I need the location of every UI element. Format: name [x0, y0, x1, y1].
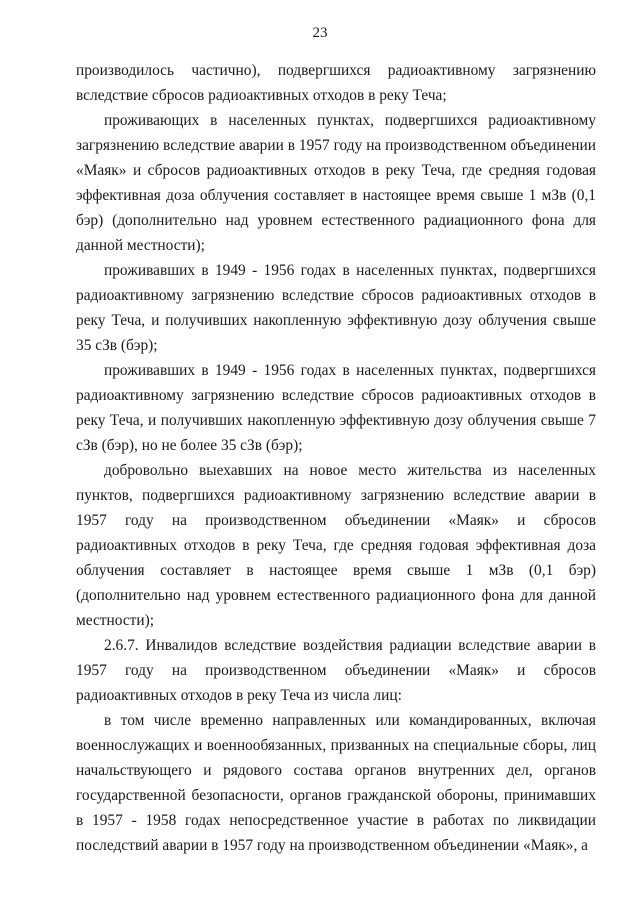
- paragraph-voluntarily-relocated: добровольно выехавших на новое место жительства из населенных пунктов, подвергшихся радиоактивному загрязнению вследствие аварии в 1957 году на производственном объединении «Маяк» и сбросов радиоактивных отходов в реку Теча, где средняя годовая эффективная доза облучения составляет в настоящее время свыше 1 мЗв (0,1 бэр) (дополнительно над уровнем естественного радиационного фона для данной местности);: [76, 462, 596, 629]
- paragraph-including-personnel: в том числе временно направленных или командированных, включая военнослужащих и военнообязанных, призванных на специальные сборы, лиц начальствующего и рядового состава органов внутренних дел, органов государственной безопасности, органов гражданской обороны, принимавших в 1957 - 1958 годах непосредственное участие в работах по ликвидации последствий аварии в 1957 году на производственном объединении «Маяк», а: [76, 712, 596, 854]
- paragraph-section-2-6-7: 2.6.7. Инвалидов вследствие воздействия радиации вследствие аварии в 1957 году на производственном объединении «Маяк» и сбросов радиоактивных отходов в реку Теча из числа лиц:: [76, 637, 596, 704]
- paragraph-residents-7-svz: проживавших в 1949 - 1956 годах в населенных пунктах, подвергшихся радиоактивному загрязнению вследствие сбросов радиоактивных отходов в реку Теча, и получивших накопленную эффективную дозу облучения свыше 7 сЗв (бэр), но не более 35 сЗв (бэр);: [76, 362, 596, 454]
- paragraph-residents-mayak: проживающих в населенных пунктах, подвергшихся радиоактивному загрязнению вследствие аварии в 1957 году на производственном объединении «Маяк» и сбросов радиоактивных отходов в реку Теча, где средняя годовая эффективная доза облучения составляет в настоящее время свыше 1 мЗв (0,1 бэр) (дополнительно над уровнем естественного радиационного фона для данной местности);: [76, 112, 596, 254]
- paragraph-residents-35-svz: проживавших в 1949 - 1956 годах в населенных пунктах, подвергшихся радиоактивному загрязнению вследствие сбросов радиоактивных отходов в реку Теча, и получивших накопленную эффективную дозу облучения свыше 35 сЗв (бэр);: [76, 262, 596, 354]
- document-body: [76, 58, 596, 858]
- paragraph-continuation: производилось частично), подвергшихся радиоактивному загрязнению вследствие сбросов радиоактивных отходов в реку Теча;: [76, 62, 596, 104]
- page-number: 23: [312, 25, 328, 41]
